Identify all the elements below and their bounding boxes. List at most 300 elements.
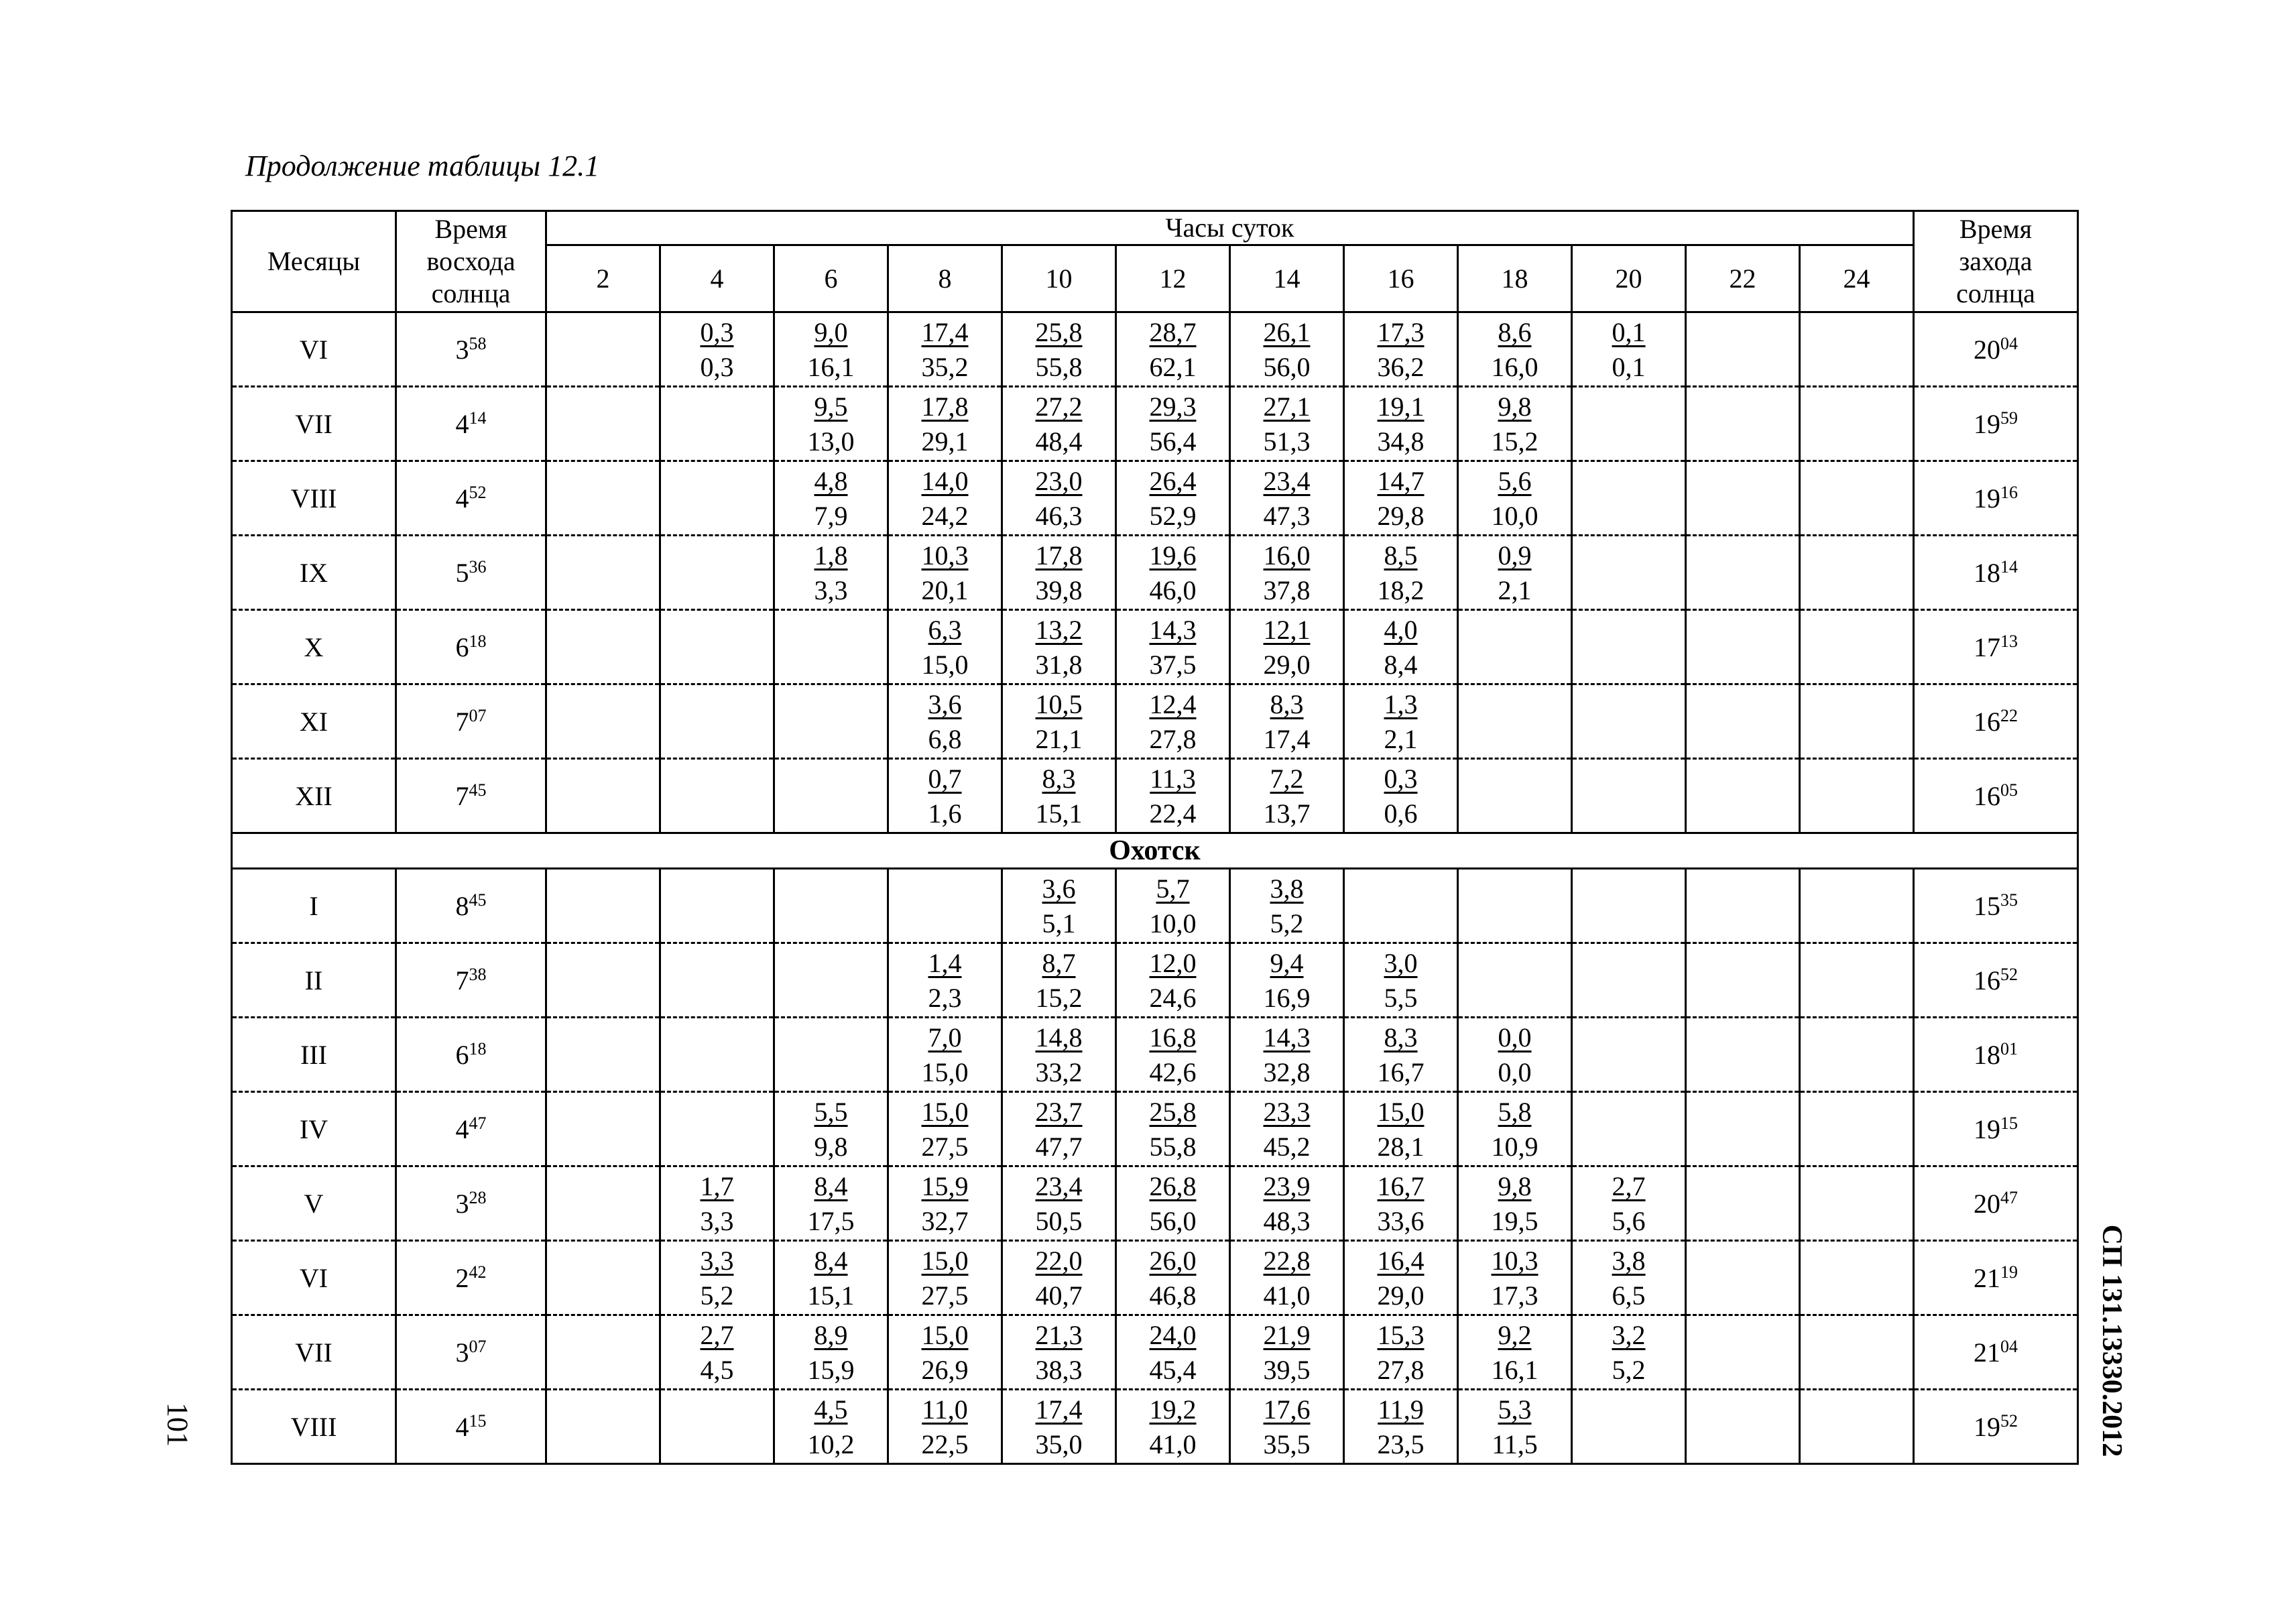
hour-value-cell: [1800, 759, 1914, 833]
value-numerator: 3,6: [928, 689, 962, 719]
hour-value-cell: [888, 610, 1002, 684]
hour-value-cell: [1344, 1390, 1458, 1464]
hour-value-cell: [1458, 1390, 1572, 1464]
sunset-cell: [1914, 610, 2078, 684]
hour-value-cell: [1458, 1018, 1572, 1092]
value-denominator: 0,3: [700, 352, 734, 382]
hour-value-cell: [1686, 684, 1800, 759]
sunrise-minutes: 47: [469, 1113, 487, 1133]
sunrise-minutes: 45: [469, 890, 487, 910]
value-denominator: 29,1: [921, 426, 969, 457]
value-denominator: 17,3: [1491, 1280, 1538, 1311]
sunrise-hour: 4: [455, 1411, 469, 1442]
value-fraction: [1384, 613, 1418, 682]
hour-value-cell: [1002, 312, 1116, 387]
value-denominator: 33,6: [1377, 1206, 1425, 1236]
value-numerator: 10,3: [1491, 1246, 1538, 1276]
sunset-cell: [1914, 536, 2078, 610]
value-fraction: [1378, 538, 1425, 608]
table-row: [232, 1390, 2078, 1464]
value-fraction: [1612, 1318, 1646, 1388]
value-fraction: [1492, 1244, 1538, 1313]
hour-value-cell: [546, 1315, 660, 1390]
month-cell: VII: [232, 387, 396, 461]
value-numerator: 5,8: [1498, 1097, 1532, 1127]
hour-value-cell: [1800, 1092, 1914, 1166]
value-denominator: 5,2: [1612, 1355, 1646, 1385]
value-denominator: 2,1: [1384, 724, 1418, 754]
header-hour-8: 8: [888, 245, 1002, 312]
value-denominator: 5,5: [1384, 983, 1418, 1013]
value-fraction: [1612, 315, 1646, 385]
sunrise-cell: [396, 1018, 546, 1092]
hour-value-cell: [546, 387, 660, 461]
value-denominator: 32,8: [1263, 1057, 1311, 1087]
hour-value-cell: [1116, 1166, 1230, 1241]
value-denominator: 29,0: [1263, 650, 1311, 680]
value-numerator: 23,4: [1035, 1171, 1083, 1201]
value-fraction: [808, 1244, 855, 1313]
value-fraction: [1264, 315, 1311, 385]
value-fraction: [701, 1318, 734, 1388]
hour-value-cell: [1686, 1092, 1800, 1166]
value-numerator: 9,8: [1498, 1171, 1532, 1201]
sunrise-hour: 4: [455, 408, 469, 439]
hour-value-cell: [774, 1166, 888, 1241]
value-denominator: 37,8: [1263, 575, 1311, 605]
hour-value-cell: [1230, 1390, 1344, 1464]
hour-value-cell: [888, 1241, 1002, 1315]
month-cell: VII: [232, 1315, 396, 1390]
value-denominator: 22,5: [921, 1429, 969, 1459]
value-denominator: 47,7: [1035, 1132, 1083, 1162]
value-fraction: [922, 1392, 969, 1462]
hour-value-cell: [1116, 1390, 1230, 1464]
value-denominator: 55,8: [1149, 1132, 1197, 1162]
value-numerator: 17,8: [1035, 540, 1083, 570]
value-fraction: [1150, 1095, 1197, 1164]
value-numerator: 12,1: [1263, 615, 1311, 645]
value-numerator: 3,8: [1612, 1246, 1646, 1276]
hour-value-cell: [1002, 1315, 1116, 1390]
header-sunrise-line-3: солнца: [431, 278, 511, 308]
hour-value-cell: [1800, 1390, 1914, 1464]
value-numerator: 17,8: [921, 392, 969, 422]
value-numerator: 14,0: [921, 466, 969, 496]
value-numerator: 3,8: [1270, 874, 1304, 904]
value-numerator: 7,2: [1270, 764, 1304, 794]
value-fraction: [1498, 1020, 1532, 1090]
value-numerator: 16,8: [1149, 1022, 1197, 1053]
table-row: [232, 943, 2078, 1018]
hour-value-cell: [1230, 610, 1344, 684]
header-months: Месяцы: [232, 211, 396, 312]
sunrise-hour: 8: [455, 890, 469, 921]
value-fraction: [1036, 389, 1083, 459]
value-denominator: 15,0: [921, 1057, 969, 1087]
sunrise-cell: [396, 536, 546, 610]
value-fraction: [928, 946, 962, 1016]
sunrise-minutes: 15: [469, 1410, 487, 1431]
value-numerator: 5,5: [814, 1097, 848, 1127]
value-fraction: [1378, 1169, 1425, 1239]
hour-value-cell: [1116, 1241, 1230, 1315]
value-fraction: [1150, 1392, 1197, 1462]
sunset-hour: 19: [1974, 1114, 2000, 1144]
hour-value-cell: [888, 1018, 1002, 1092]
hour-value-cell: [1230, 1315, 1344, 1390]
hour-value-cell: [660, 461, 774, 536]
hour-value-cell: [1686, 387, 1800, 461]
value-denominator: 48,4: [1035, 426, 1083, 457]
hour-value-cell: [1002, 1018, 1116, 1092]
value-denominator: 27,5: [921, 1280, 969, 1311]
value-denominator: 27,8: [1149, 724, 1197, 754]
hour-value-cell: [1686, 610, 1800, 684]
hour-value-cell: [1800, 684, 1914, 759]
sunset-cell: [1914, 869, 2078, 943]
value-denominator: 10,9: [1491, 1132, 1538, 1162]
value-fraction: [1036, 1392, 1083, 1462]
hour-value-cell: [1572, 1166, 1686, 1241]
value-denominator: 9,8: [814, 1132, 848, 1162]
header-hour-2: 2: [546, 245, 660, 312]
header-hour-4: 4: [660, 245, 774, 312]
value-denominator: 27,8: [1377, 1355, 1425, 1385]
value-fraction: [1036, 762, 1083, 831]
hour-value-cell: [1116, 1315, 1230, 1390]
sunset-minutes: 01: [2000, 1038, 2018, 1059]
sunset-minutes: 47: [2000, 1187, 2018, 1207]
hour-value-cell: [546, 1092, 660, 1166]
sunset-hour: 20: [1974, 334, 2000, 365]
table-caption: Продолжение таблицы 12.1: [245, 149, 600, 182]
hour-value-cell: [1458, 461, 1572, 536]
value-numerator: 23,3: [1263, 1097, 1311, 1127]
hour-value-cell: [1572, 1390, 1686, 1464]
value-fraction: [701, 1169, 734, 1239]
hour-value-cell: [1344, 684, 1458, 759]
hour-value-cell: [1002, 387, 1116, 461]
hour-value-cell: [546, 684, 660, 759]
value-numerator: 26,0: [1149, 1246, 1197, 1276]
value-fraction: [1378, 1392, 1425, 1462]
value-denominator: 5,2: [700, 1280, 734, 1311]
value-numerator: 21,9: [1263, 1320, 1311, 1350]
sunrise-cell: [396, 943, 546, 1018]
sunrise-minutes: 07: [469, 705, 487, 725]
sunset-cell: [1914, 1315, 2078, 1390]
hour-value-cell: [1686, 943, 1800, 1018]
hour-value-cell: [1458, 312, 1572, 387]
hour-value-cell: [888, 1092, 1002, 1166]
value-fraction: [922, 1169, 969, 1239]
value-fraction: [1492, 1318, 1538, 1388]
value-numerator: 4,0: [1384, 615, 1418, 645]
value-fraction: [814, 464, 848, 534]
hour-value-cell: [1458, 1315, 1572, 1390]
value-denominator: 8,4: [1384, 650, 1418, 680]
hour-value-cell: [1230, 1166, 1344, 1241]
sunset-hour: 18: [1974, 1039, 2000, 1070]
value-numerator: 5,6: [1498, 466, 1532, 496]
sunset-cell: [1914, 461, 2078, 536]
sunrise-hour: 3: [455, 1188, 469, 1219]
value-denominator: 16,9: [1263, 983, 1311, 1013]
sunset-cell: [1914, 1241, 2078, 1315]
hour-value-cell: [546, 1166, 660, 1241]
value-numerator: 4,8: [814, 466, 848, 496]
hour-value-cell: [1686, 536, 1800, 610]
sunset-minutes: 59: [2000, 408, 2018, 428]
value-fraction: [1036, 1020, 1083, 1090]
hour-value-cell: [888, 1166, 1002, 1241]
value-fraction: [1150, 687, 1197, 757]
month-cell: XI: [232, 684, 396, 759]
value-numerator: 11,3: [1150, 764, 1196, 794]
hour-value-cell: [1002, 943, 1116, 1018]
value-numerator: 15,0: [1377, 1097, 1425, 1127]
sunset-minutes: 52: [2000, 1410, 2018, 1431]
hour-value-cell: [660, 943, 774, 1018]
table-row: [232, 1166, 2078, 1241]
hour-value-cell: [1800, 387, 1914, 461]
value-numerator: 14,7: [1377, 466, 1425, 496]
sunset-hour: 17: [1974, 632, 2000, 662]
month-cell: VI: [232, 1241, 396, 1315]
value-numerator: 9,2: [1498, 1320, 1532, 1350]
value-denominator: 51,3: [1263, 426, 1311, 457]
sunrise-cell: [396, 684, 546, 759]
header-hour-10: 10: [1002, 245, 1116, 312]
header-sunset: [1914, 211, 2078, 312]
value-numerator: 29,3: [1149, 392, 1197, 422]
value-denominator: 18,2: [1377, 575, 1425, 605]
value-numerator: 5,3: [1498, 1394, 1532, 1425]
sunset-cell: [1914, 684, 2078, 759]
header-sunset-line-3: солнца: [1956, 278, 2035, 308]
value-denominator: 5,6: [1612, 1206, 1646, 1236]
value-denominator: 34,8: [1377, 426, 1425, 457]
value-denominator: 32,7: [921, 1206, 969, 1236]
hour-value-cell: [660, 610, 774, 684]
value-fraction: [922, 1095, 969, 1164]
value-denominator: 16,1: [807, 352, 855, 382]
hour-value-cell: [1116, 387, 1230, 461]
hour-value-cell: [1572, 1092, 1686, 1166]
value-numerator: 6,3: [928, 615, 962, 645]
hour-value-cell: [1686, 461, 1800, 536]
hour-value-cell: [1002, 1166, 1116, 1241]
month-cell: XII: [232, 759, 396, 833]
value-fraction: [1264, 1095, 1311, 1164]
hour-value-cell: [1458, 759, 1572, 833]
value-fraction: [1384, 946, 1418, 1016]
value-numerator: 28,7: [1149, 317, 1197, 347]
sunrise-minutes: 14: [469, 408, 487, 428]
month-cell: VIII: [232, 461, 396, 536]
value-denominator: 5,1: [1042, 908, 1076, 939]
value-numerator: 8,7: [1042, 948, 1076, 978]
value-fraction: [808, 315, 855, 385]
sunset-hour: 19: [1974, 1411, 2000, 1442]
table-row: [232, 1018, 2078, 1092]
hour-value-cell: [1458, 387, 1572, 461]
hour-value-cell: [774, 1241, 888, 1315]
sunrise-hour: 3: [455, 334, 469, 365]
hour-value-cell: [1344, 1166, 1458, 1241]
hour-value-cell: [1686, 1241, 1800, 1315]
sunrise-cell: [396, 1315, 546, 1390]
value-denominator: 35,5: [1263, 1429, 1311, 1459]
sunrise-hour: 4: [455, 1114, 469, 1144]
value-fraction: [701, 1244, 734, 1313]
value-fraction: [1270, 871, 1304, 941]
solar-radiation-table: [231, 210, 2079, 1465]
value-denominator: 41,0: [1149, 1429, 1197, 1459]
page-number: [154, 1394, 201, 1455]
value-fraction: [922, 464, 969, 534]
section-title: Охотск: [232, 833, 2078, 869]
sunset-hour: 16: [1974, 965, 2000, 996]
value-denominator: 5,2: [1270, 908, 1304, 939]
table-row: [232, 1241, 2078, 1315]
hour-value-cell: [546, 312, 660, 387]
value-fraction: [1264, 389, 1311, 459]
value-denominator: 40,7: [1035, 1280, 1083, 1311]
value-fraction: [928, 762, 962, 831]
value-fraction: [1042, 871, 1076, 941]
sunset-hour: 16: [1974, 706, 2000, 737]
value-fraction: [1612, 1244, 1646, 1313]
value-denominator: 29,8: [1377, 501, 1425, 531]
hour-value-cell: [774, 461, 888, 536]
value-numerator: 19,2: [1149, 1394, 1197, 1425]
value-fraction: [1036, 1318, 1083, 1388]
hour-value-cell: [1458, 1241, 1572, 1315]
value-denominator: 35,2: [921, 352, 969, 382]
hour-value-cell: [1344, 1241, 1458, 1315]
value-fraction: [1264, 687, 1311, 757]
value-numerator: 8,5: [1384, 540, 1418, 570]
value-numerator: 27,1: [1263, 392, 1311, 422]
value-numerator: 25,8: [1149, 1097, 1197, 1127]
hour-value-cell: [1230, 536, 1344, 610]
sunrise-cell: [396, 1166, 546, 1241]
sunrise-minutes: 45: [469, 780, 487, 800]
value-fraction: [1378, 1020, 1425, 1090]
hour-value-cell: [888, 1315, 1002, 1390]
value-fraction: [1378, 389, 1425, 459]
value-numerator: 15,3: [1377, 1320, 1425, 1350]
value-numerator: 17,4: [1035, 1394, 1083, 1425]
table-row: [232, 610, 2078, 684]
value-denominator: 56,0: [1149, 1206, 1197, 1236]
hour-value-cell: [1002, 759, 1116, 833]
value-fraction: [1492, 1169, 1538, 1239]
value-denominator: 10,0: [1149, 908, 1197, 939]
value-denominator: 15,2: [1035, 983, 1083, 1013]
hour-value-cell: [1230, 684, 1344, 759]
value-numerator: 26,1: [1263, 317, 1311, 347]
value-denominator: 0,6: [1384, 798, 1418, 829]
value-fraction: [1150, 762, 1197, 831]
hour-value-cell: [1344, 943, 1458, 1018]
hour-value-cell: [546, 536, 660, 610]
value-numerator: 12,0: [1149, 948, 1197, 978]
hour-value-cell: [1572, 1241, 1686, 1315]
sunrise-minutes: 42: [469, 1262, 487, 1282]
value-numerator: 16,0: [1263, 540, 1311, 570]
hour-value-cell: [1116, 759, 1230, 833]
month-cell: III: [232, 1018, 396, 1092]
value-numerator: 8,6: [1498, 317, 1532, 347]
hour-value-cell: [1116, 312, 1230, 387]
sunrise-minutes: 18: [469, 1038, 487, 1059]
value-fraction: [1492, 464, 1538, 534]
value-denominator: 15,1: [807, 1280, 855, 1311]
sunrise-hour: 6: [455, 1039, 469, 1070]
hour-value-cell: [1344, 1018, 1458, 1092]
value-denominator: 26,9: [921, 1355, 969, 1385]
value-denominator: 46,0: [1149, 575, 1197, 605]
value-denominator: 13,7: [1263, 798, 1311, 829]
hour-value-cell: [774, 1315, 888, 1390]
value-fraction: [1378, 1095, 1425, 1164]
sunrise-cell: [396, 869, 546, 943]
hour-value-cell: [1572, 1018, 1686, 1092]
value-numerator: 15,0: [921, 1097, 969, 1127]
sunset-cell: [1914, 1166, 2078, 1241]
hour-value-cell: [1686, 1018, 1800, 1092]
header-sunrise-line-2: восхода: [426, 246, 516, 276]
hour-value-cell: [1800, 610, 1914, 684]
table-row: [232, 1092, 2078, 1166]
hour-value-cell: [1344, 610, 1458, 684]
value-numerator: 1,7: [700, 1171, 734, 1201]
value-numerator: 15,0: [921, 1320, 969, 1350]
hour-value-cell: [1344, 759, 1458, 833]
value-denominator: 36,2: [1377, 352, 1425, 382]
value-denominator: 15,9: [807, 1355, 855, 1385]
value-denominator: 20,1: [921, 575, 969, 605]
sunset-cell: [1914, 759, 2078, 833]
value-numerator: 0,1: [1612, 317, 1646, 347]
hour-value-cell: [888, 387, 1002, 461]
value-numerator: 0,9: [1498, 540, 1532, 570]
value-fraction: [1150, 1318, 1197, 1388]
value-denominator: 11,5: [1492, 1429, 1538, 1459]
value-numerator: 24,0: [1149, 1320, 1197, 1350]
value-denominator: 39,5: [1263, 1355, 1311, 1385]
header-hour-22: 22: [1686, 245, 1800, 312]
table-row: [232, 684, 2078, 759]
value-fraction: [701, 315, 734, 385]
value-numerator: 8,3: [1384, 1022, 1418, 1053]
hour-value-cell: [1800, 1315, 1914, 1390]
hour-value-cell: [888, 684, 1002, 759]
hour-value-cell: [546, 610, 660, 684]
value-denominator: 6,5: [1612, 1280, 1646, 1311]
sunset-minutes: 04: [2000, 1336, 2018, 1356]
value-denominator: 62,1: [1149, 352, 1197, 382]
value-denominator: 33,2: [1035, 1057, 1083, 1087]
sunset-hour: 15: [1974, 890, 2000, 921]
hour-value-cell: [1686, 1166, 1800, 1241]
hour-value-cell: [1458, 684, 1572, 759]
value-fraction: [1150, 946, 1197, 1016]
page-number-text: 101: [161, 1402, 194, 1447]
